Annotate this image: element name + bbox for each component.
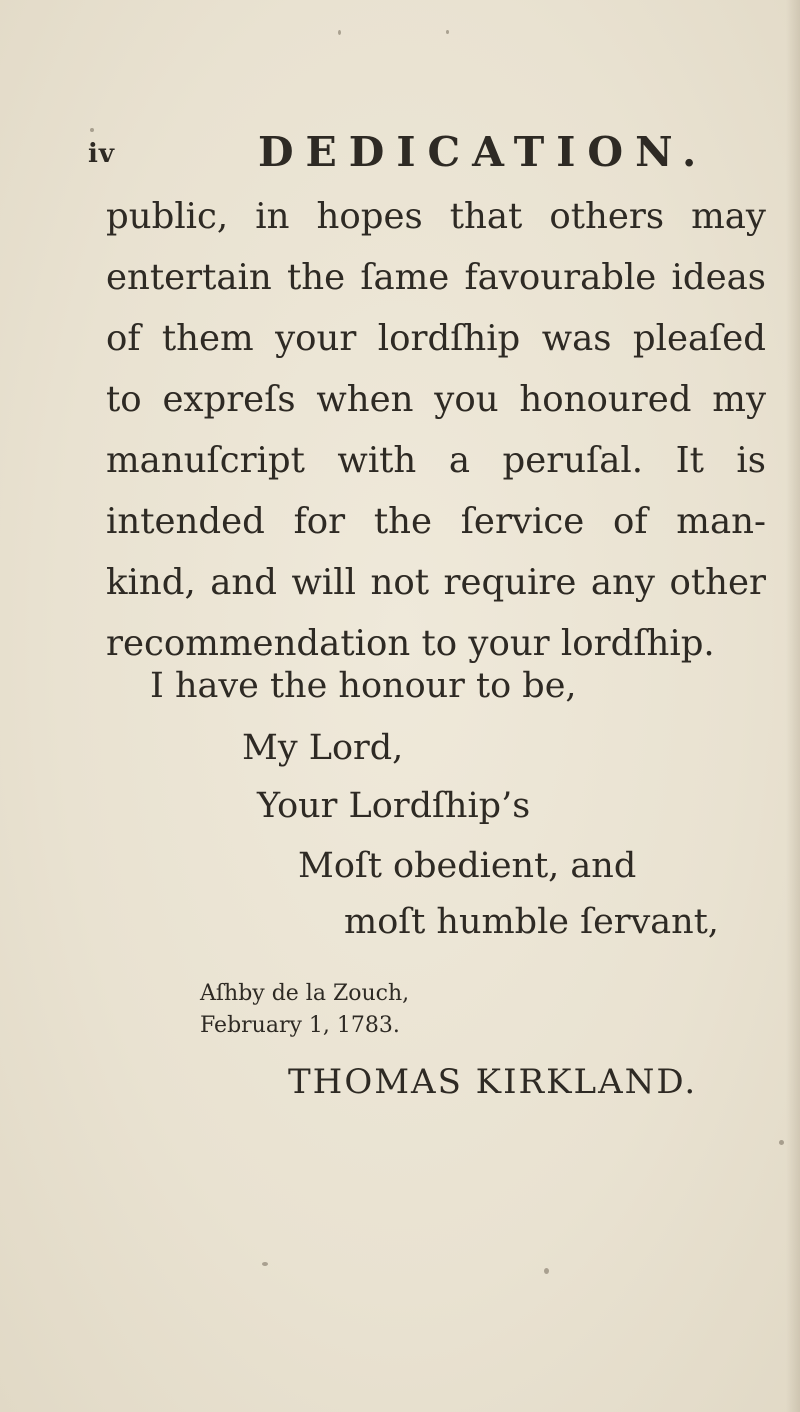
closing-servant: moſt humble ſervant, [344, 902, 719, 942]
paper-speck [90, 128, 94, 132]
paper-speck [338, 30, 341, 35]
body-line: entertain the ſame favourable ideas [106, 257, 766, 298]
body-line: to expreſs when you honoured my [106, 379, 766, 420]
page-edge-shadow [786, 0, 800, 1412]
body-line: intended for the ſervice of man- [106, 501, 766, 542]
page-number: iv [88, 139, 115, 169]
closing-salutation: My Lord, [242, 728, 404, 768]
body-line: manuſcript with a peruſal. It is [106, 440, 766, 481]
paper-speck [262, 1262, 268, 1266]
dedication-body [106, 186, 766, 674]
author-signature: THOMAS KIRKLAND. [288, 1062, 698, 1102]
paper-speck [779, 1140, 784, 1145]
paper-speck [544, 1268, 549, 1274]
body-line: kind, and will not require any other [106, 562, 766, 603]
body-line: public, in hopes that others may [106, 196, 766, 237]
running-head: DEDICATION. [258, 128, 709, 176]
place-line: Aſhby de la Zouch, [200, 981, 410, 1006]
closing-possessive: Your Lordſhip’s [257, 786, 531, 826]
closing-obedient: Moſt obedient, and [298, 846, 637, 886]
body-line: recommendation to your lordſhip. [106, 623, 715, 664]
paper-speck [446, 30, 449, 34]
body-line: of them your lordſhip was pleaſed [106, 318, 766, 359]
date-line: February 1, 1783. [200, 1013, 400, 1038]
closing-honour-line: I have the honour to be, [150, 666, 577, 706]
